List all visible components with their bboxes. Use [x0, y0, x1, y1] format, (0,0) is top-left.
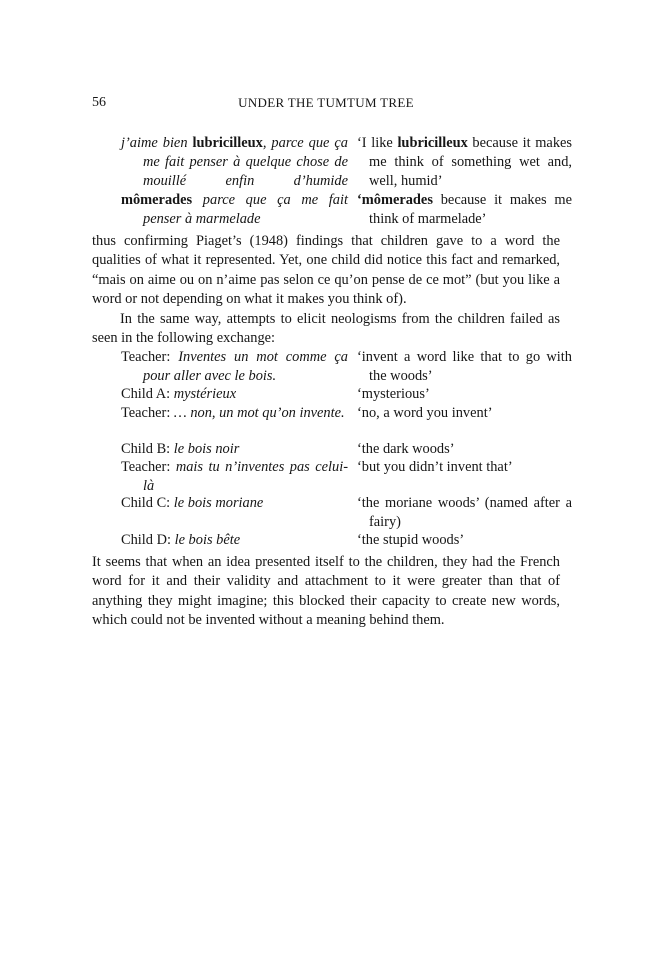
exchange-english-5 — [357, 458, 572, 477]
french-line: … non, un mot qu’on invente. — [173, 405, 345, 421]
french-line: le bois moriane — [173, 495, 264, 511]
quote-english-text-1: ‘I like — [357, 135, 398, 151]
exchange-speaker-child-a — [121, 385, 348, 404]
speaker-label: Teacher: — [121, 405, 174, 421]
exchange-english-1 — [357, 348, 572, 386]
paragraph-piaget: thus confirming Piaget’s (1948) findings that children gave to a word the qualities of what it represented. Yet, one child did notice this fact and remarked, “mais on aime ou on n’aime pas selon ce qu’on pense de ce mot” (but you like a word or not depending on what it makes you think of). — [92, 233, 560, 308]
speaker-label: Child D: — [121, 532, 175, 548]
english-line: ‘invent a word like that to go with the woods’ — [357, 349, 572, 384]
paragraph-body-2 — [92, 553, 560, 631]
paragraph-conclusion: It seems that when an idea presented itself to the children, they had the French word for it and their validity and attachment to it were greater than that of anything they might imagine; this blocked their capacity to create new words, which could not be invented without a meaning behind them. — [92, 554, 560, 629]
quote-english-bold-1: lubricilleux — [397, 135, 468, 151]
quote-french-bold-1: lubricilleux — [192, 135, 263, 151]
english-line: ‘mysterious’ — [357, 386, 430, 402]
page-header — [92, 95, 560, 113]
exchange-english-7 — [357, 531, 572, 550]
french-line: mystérieux — [173, 386, 237, 402]
quote-english-bold-2: ‘mômerades — [357, 192, 433, 208]
paragraph-body-1 — [92, 232, 560, 348]
exchange-speaker-child-d — [121, 531, 348, 550]
quote-english-2 — [357, 191, 572, 229]
exchange-english-2 — [357, 385, 572, 404]
speaker-label: Teacher: — [121, 459, 176, 475]
quote-english-text-3: because it makes me think of marmelade’ — [369, 192, 572, 227]
exchange-speaker-child-b — [121, 440, 348, 459]
exchange-speaker-teacher-3 — [121, 458, 348, 496]
english-line: ‘the dark woods’ — [357, 441, 455, 457]
exchange-english-6 — [357, 494, 572, 532]
french-line: mais tu n’inventes pas celui-là — [143, 459, 349, 494]
speaker-label: Child A: — [121, 386, 174, 402]
quote-french-text-3: parce que ça me fait penser à marmelade — [143, 192, 348, 227]
speaker-label: Teacher: — [121, 349, 179, 365]
quote-french-text-2: , parce que ça me fait penser à quelque chose de mouillé enfin d’humide — [143, 135, 348, 189]
english-line: ‘the stupid woods’ — [357, 532, 465, 548]
quote-french-bold-2: mômerades — [121, 192, 193, 208]
quote-french-text-1: j’aime bien — [121, 135, 193, 151]
quote-english-text-2: because it makes me think of something wet and, well, humid’ — [369, 135, 573, 189]
speaker-label: Child C: — [121, 495, 174, 511]
exchange-speaker-teacher-2 — [121, 404, 348, 423]
speaker-label: Child B: — [121, 441, 174, 457]
french-line: le bois bête — [174, 532, 241, 548]
quote-english — [357, 134, 572, 191]
french-line: Inventes un mot comme ça pour aller avec le bois. — [143, 349, 348, 384]
english-line: ‘no, a word you invent’ — [357, 405, 493, 421]
exchange-speaker-teacher-1 — [121, 348, 348, 386]
exchange-english-4 — [357, 440, 572, 459]
french-line: le bois noir — [173, 441, 240, 457]
running-title: UNDER THE TUMTUM TREE — [238, 95, 414, 110]
english-line: ‘but you didn’t invent that’ — [357, 459, 513, 475]
paragraph-neologisms: In the same way, attempts to elicit neologisms from the children failed as seen in the following exchange: — [92, 310, 560, 347]
page-number: 56 — [92, 95, 106, 110]
exchange-speaker-child-c — [121, 494, 348, 513]
exchange-english-3 — [357, 404, 572, 423]
quote-french-2 — [121, 191, 348, 229]
english-line: ‘the moriane woods’ (named after a fairy) — [357, 495, 572, 530]
